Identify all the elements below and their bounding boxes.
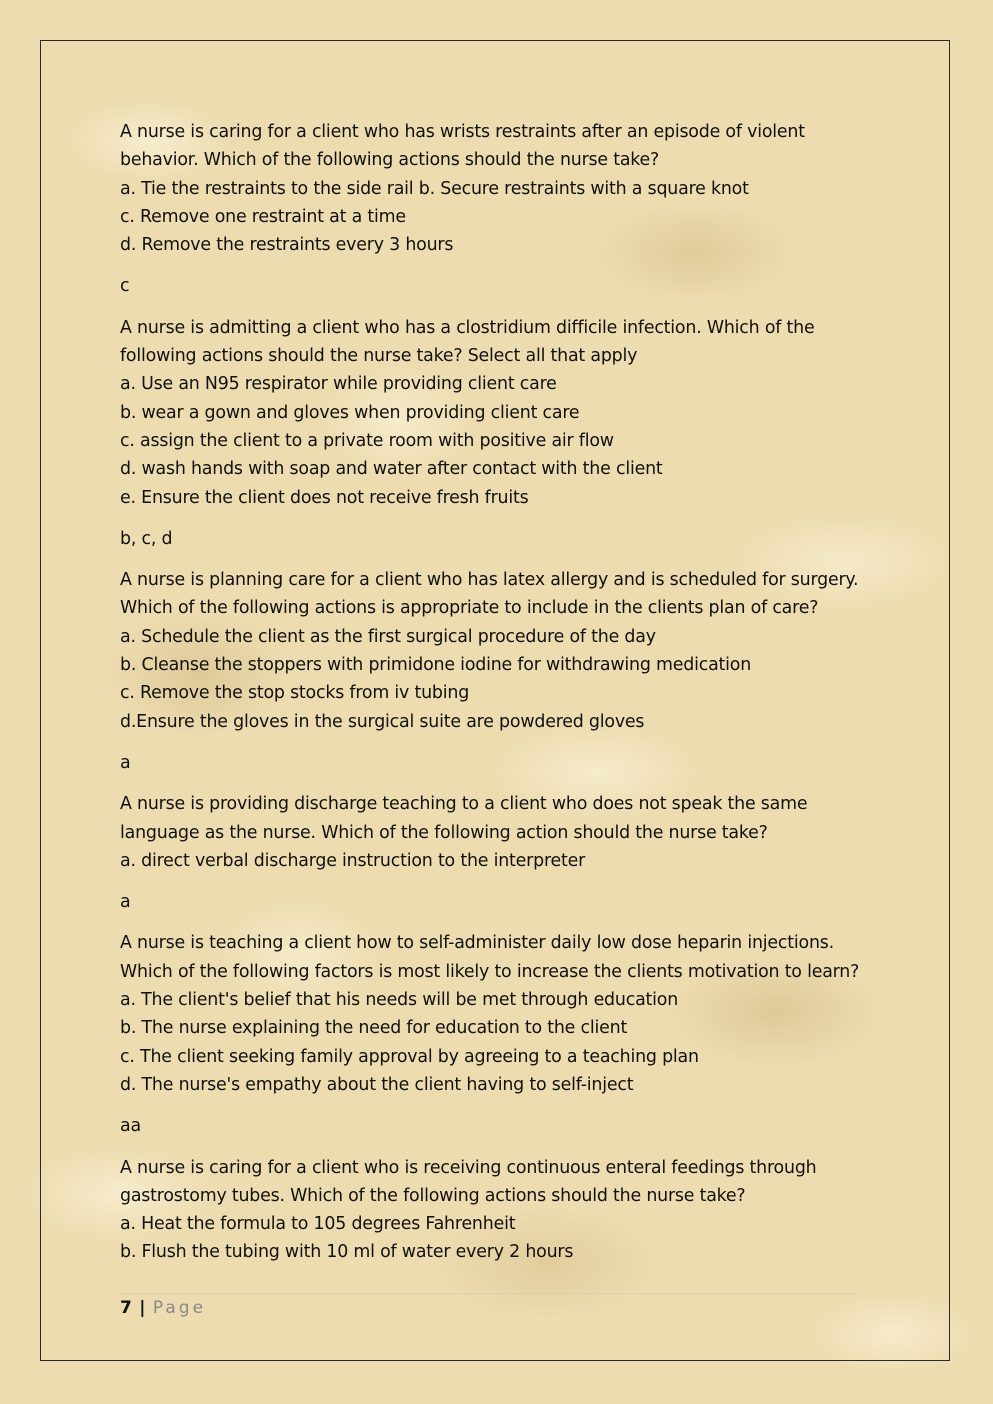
- footer-divider: [120, 1293, 858, 1294]
- option-line: d.Ensure the gloves in the surgical suite are powdered gloves: [120, 711, 645, 732]
- footer-separator: |: [139, 1298, 146, 1318]
- question-line: Which of the following actions is appropriate to include in the clients plan of care?: [120, 598, 819, 619]
- option-line: b. Cleanse the stoppers with primidone iodine for withdrawing medication: [120, 655, 752, 676]
- question-line: A nurse is providing discharge teaching to a client who does not speak the same: [120, 794, 808, 815]
- question-block-1: [120, 118, 880, 259]
- question-line: A nurse is teaching a client how to self-administer daily low dose heparin injections.: [120, 933, 834, 954]
- question-block-2: [120, 314, 880, 512]
- question-line: gastrostomy tubes. Which of the following actions should the nurse take?: [120, 1185, 746, 1206]
- option-line: d. The nurse's empathy about the client having to self-inject: [120, 1074, 634, 1095]
- answer-4: a: [120, 892, 131, 913]
- question-block-5: [120, 929, 880, 1099]
- question-line: behavior. Which of the following actions should the nurse take?: [120, 150, 660, 171]
- option-line: a. direct verbal discharge instruction to the interpreter: [120, 850, 586, 871]
- question-line: A nurse is caring for a client who has wrists restraints after an episode of violent: [120, 122, 805, 142]
- answer-3: a: [120, 752, 131, 773]
- question-line: A nurse is caring for a client who is receiving continuous enteral feedings through: [120, 1157, 817, 1178]
- option-line: d. wash hands with soap and water after contact with the client: [120, 459, 663, 480]
- question-block-4: [120, 790, 880, 875]
- option-line: b. The nurse explaining the need for education to the client: [120, 1018, 628, 1039]
- page-number: 7: [120, 1298, 132, 1318]
- page-label: Page: [152, 1298, 207, 1318]
- option-line: e. Ensure the client does not receive fresh fruits: [120, 487, 529, 508]
- option-line: a. Tie the restraints to the side rail b. Secure restraints with a square knot: [120, 178, 749, 199]
- option-line: a. Heat the formula to 105 degrees Fahrenheit: [120, 1214, 516, 1235]
- option-line: c. Remove one restraint at a time: [120, 206, 406, 227]
- question-line: Which of the following factors is most likely to increase the clients motivation to learn?: [120, 961, 860, 982]
- option-line: c. Remove the stop stocks from iv tubing: [120, 683, 470, 704]
- question-block-3: [120, 566, 880, 736]
- option-line: a. Use an N95 respirator while providing client care: [120, 374, 557, 395]
- option-line: b. wear a gown and gloves when providing client care: [120, 402, 580, 423]
- question-line: language as the nurse. Which of the following action should the nurse take?: [120, 822, 768, 843]
- question-line: following actions should the nurse take? Select all that apply: [120, 346, 638, 367]
- page-footer: [120, 1294, 206, 1322]
- option-line: c. assign the client to a private room with positive air flow: [120, 430, 614, 451]
- question-line: A nurse is planning care for a client who has latex allergy and is scheduled for surgery.: [120, 570, 859, 591]
- answer-1: c: [120, 276, 130, 297]
- answer-2: b, c, d: [120, 528, 173, 549]
- option-line: b. Flush the tubing with 10 ml of water every 2 hours: [120, 1242, 574, 1263]
- option-line: a. The client's belief that his needs will be met through education: [120, 990, 679, 1011]
- option-line: d. Remove the restraints every 3 hours: [120, 235, 454, 256]
- document-body: [120, 118, 880, 1267]
- option-line: a. Schedule the client as the first surgical procedure of the day: [120, 626, 656, 647]
- answer-5: aa: [120, 1116, 141, 1137]
- option-line: c. The client seeking family approval by agreeing to a teaching plan: [120, 1046, 699, 1067]
- question-line: A nurse is admitting a client who has a clostridium difficile infection. Which of the: [120, 317, 815, 338]
- question-block-6: [120, 1154, 880, 1267]
